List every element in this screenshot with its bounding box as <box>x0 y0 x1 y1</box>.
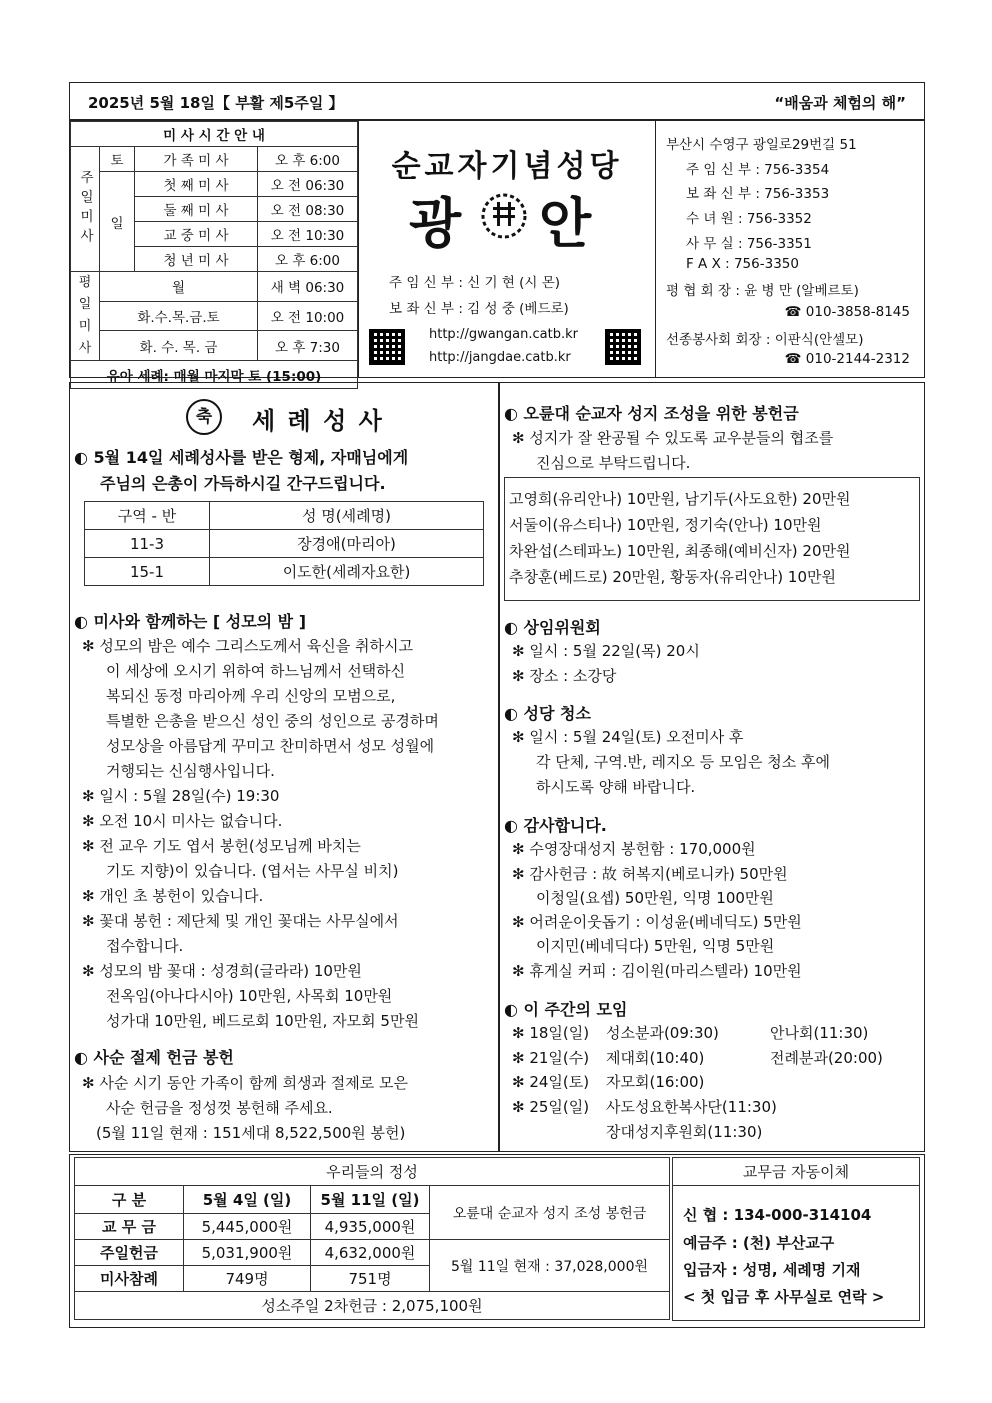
mary-line: ✻ 오전 10시 미사는 없습니다. <box>82 812 283 830</box>
thanks-line: ✻ 수영장대성지 봉헌함 : 170,000원 <box>512 840 756 858</box>
assistant-info: 보 좌 신 부 : 김 성 중 (베드로) <box>389 301 569 317</box>
service-phone: ☎ 010-2144-2312 <box>784 351 910 367</box>
auto-transfer-title: 교무금 자동이체 <box>673 1158 919 1186</box>
offering-table <box>74 1157 670 1320</box>
table-row: 11-3 장경애(마리아) <box>85 530 484 558</box>
orundae-fund-title: 오륜대 순교자 성지 조성 봉헌금 <box>430 1186 670 1240</box>
thanks-line: ✻ 휴게실 커피 : 김이원(마리스텔라) 10만원 <box>512 962 802 980</box>
mass-time: 오 후 6:00 <box>258 147 358 172</box>
meeting-item: 사도성요한복사단(11:30) <box>606 1098 777 1116</box>
mass-time: 오 전 06:30 <box>258 172 358 197</box>
meeting-day: ✻ 18일(일) <box>512 1024 590 1042</box>
baptism-col-name: 성 명(세례명) <box>210 502 484 530</box>
meeting-item: 전례분과(20:00) <box>770 1049 883 1067</box>
mass-name: 첫 째 미 사 <box>135 172 258 197</box>
mass-time: 오 전 10:00 <box>258 301 358 331</box>
council-phone: ☎ 010-3858-8145 <box>784 304 910 320</box>
meeting-item: 안나회(11:30) <box>770 1024 869 1042</box>
mary-line: ✻ 성모의 밤은 예수 그리스도께서 육신을 취하시고 <box>82 637 413 655</box>
church-name-left: 광 <box>409 191 462 255</box>
orundae-donor-box <box>504 477 920 601</box>
lent-line: ✻ 사순 시기 동안 가족이 함께 희생과 절제로 모은 <box>82 1074 409 1092</box>
table-row: 주일헌금 5,031,900원 4,632,000원 5월 11일 현재 : 37,028,000원 <box>75 1240 670 1266</box>
mary-line: 기도 지향)이 있습니다. (엽서는 사무실 비치) <box>106 862 399 880</box>
info-block <box>69 120 925 385</box>
website-link-2[interactable]: http://jangdae.catb.kr <box>429 350 571 365</box>
mary-line: 거행되는 신심행사입니다. <box>106 762 275 780</box>
meeting-item: 성소분과(09:30) <box>606 1024 719 1042</box>
thanks-line: ✻ 어려운이웃돕기 : 이성윤(베네딕도) 5만원 <box>512 913 802 931</box>
pastor-info: 주 임 신 부 : 신 기 현 (시 몬) <box>389 275 561 291</box>
vocation-offering: 성소주일 2차헌금 : 2,075,100원 <box>75 1292 670 1320</box>
mass-schedule-title: 미 사 시 간 안 내 <box>71 122 358 147</box>
mass-time: 오 전 08:30 <box>258 197 358 222</box>
church-title-area <box>358 121 656 377</box>
header-bar <box>69 82 925 120</box>
meeting-day: ✻ 24일(토) <box>512 1073 590 1091</box>
contact-line: F A X : 756-3350 <box>686 256 799 272</box>
mary-title: ◐ 미사와 함께하는 [ 성모의 밤 ] <box>74 612 307 631</box>
saturday-label: 토 <box>100 147 135 172</box>
mary-line: 복되신 동정 마리아께 우리 신앙의 모범으로, <box>106 687 396 705</box>
donor-line: 서둘이(유스티나) 10만원, 정기숙(안나) 10만원 <box>509 516 822 534</box>
celebration-badge-icon: 축 <box>186 399 222 435</box>
cleaning-line: ✻ 일시 : 5월 24일(토) 오전미사 후 <box>512 728 744 746</box>
mary-line: ✻ 꽃대 봉헌 : 제단체 및 개인 꽃대는 사무실에서 <box>82 912 399 930</box>
mary-line: ✻ 전 교우 기도 엽서 봉헌(성모님께 바치는 <box>82 837 361 855</box>
church-emblem-icon <box>481 193 527 239</box>
cleaning-title: ◐ 성당 청소 <box>504 704 591 723</box>
transfer-line: < 첫 입금 후 사무실로 연락 > <box>683 1288 885 1306</box>
meeting-day: ✻ 25일(일) <box>512 1098 590 1116</box>
website-link-1[interactable]: http://gwangan.catb.kr <box>429 327 578 342</box>
offering-col-2: 5월 11일 (일) <box>311 1186 430 1214</box>
qr-code-left-icon <box>369 329 405 365</box>
offering-title: 우리들의 정성 <box>75 1158 670 1186</box>
mass-name: 교 중 미 사 <box>135 222 258 247</box>
baptism-table <box>84 501 484 586</box>
mass-schedule-table <box>70 121 358 389</box>
council-president: 평 협 회 장 : 윤 병 만 (알베르토) <box>666 283 859 299</box>
infant-baptism-note: 유아 세례: 매월 마지막 토 (15:00) <box>71 361 358 389</box>
mass-time: 오 전 10:30 <box>258 222 358 247</box>
meeting-item: 자모회(16:00) <box>606 1073 705 1091</box>
mary-line: ✻ 성모의 밤 꽃대 : 성경희(글라라) 10만원 <box>82 962 362 980</box>
orundae-title: ◐ 오륜대 순교자 성지 조성을 위한 봉헌금 <box>504 404 799 423</box>
lent-line: (5월 11일 현재 : 151세대 8,522,500원 봉헌) <box>96 1124 406 1142</box>
contact-line: 주 임 신 부 : 756-3354 <box>686 162 830 178</box>
mass-time: 오 후 7:30 <box>258 331 358 361</box>
offering-col-1: 5월 4일 (일) <box>184 1186 311 1214</box>
mary-line: 특별한 은총을 받으신 성인 중의 성인으로 공경하며 <box>106 712 439 730</box>
contact-area <box>658 121 924 377</box>
address: 부산시 수영구 광일로29번길 51 <box>666 137 857 153</box>
mary-line: 성모상을 아름답게 꾸미고 찬미하면서 성모 성월에 <box>106 737 435 755</box>
sunday-label: 일 <box>100 172 135 272</box>
mass-time: 새 벽 06:30 <box>258 272 358 302</box>
baptism-col-zone: 구역 - 반 <box>85 502 210 530</box>
thanks-line: ✻ 감사헌금 : 故 허복지(베로니카) 50만원 <box>512 865 788 883</box>
contact-line: 수 녀 원 : 756-3352 <box>686 211 812 227</box>
committee-title: ◐ 상임위원회 <box>504 618 601 637</box>
table-row: 15-1 이도한(세례자요한) <box>85 558 484 586</box>
mass-name: 청 년 미 사 <box>135 247 258 272</box>
orundae-line: 진심으로 부탁드립니다. <box>536 454 691 472</box>
mary-line: ✻ 개인 초 봉헌이 있습니다. <box>82 887 264 905</box>
mary-line: 이 세상에 오시기 위하여 하느님께서 선택하신 <box>106 662 406 680</box>
donor-line: 차완섭(스테파노) 10만원, 최종해(예비신자) 20만원 <box>509 542 851 560</box>
committee-line: ✻ 장소 : 소강당 <box>512 667 617 685</box>
contact-line: 보 좌 신 부 : 756-3353 <box>686 186 830 202</box>
mass-name: 화. 수. 목. 금 <box>100 331 258 361</box>
table-row: 미사참례 749명 751명 <box>75 1266 670 1292</box>
baptism-title: 세 례 성 사 <box>252 407 384 435</box>
issue-date: 2025년 5월 18일【 부활 제5주일 】 <box>88 94 344 112</box>
service-president: 선종봉사회 회장 : 이판식(안셀모) <box>666 332 864 348</box>
mary-line: ✻ 일시 : 5월 28일(수) 19:30 <box>82 787 280 805</box>
right-column <box>500 383 924 1151</box>
thanks-line: 이지민(베네딕다) 5만원, 익명 5만원 <box>536 937 775 955</box>
mass-name: 월 <box>100 272 258 302</box>
finance-section <box>69 1154 925 1328</box>
main-body <box>69 382 925 1152</box>
transfer-line: 신 협 : 134-000-314104 <box>683 1206 872 1224</box>
mass-name: 둘 째 미 사 <box>135 197 258 222</box>
donor-line: 고영희(유리안나) 10만원, 남기두(사도요한) 20만원 <box>509 490 851 508</box>
mary-line: 전옥임(아나다시아) 10만원, 사목회 10만원 <box>106 987 393 1005</box>
orundae-fund-value: 5월 11일 현재 : 37,028,000원 <box>430 1240 670 1292</box>
church-name-top: 순교자기념성당 <box>391 149 623 184</box>
transfer-line: 예금주 : (천) 부산교구 <box>683 1234 835 1252</box>
transfer-line: 입금자 : 성명, 세례명 기재 <box>683 1261 861 1279</box>
meeting-item: 제대회(10:40) <box>606 1049 705 1067</box>
mary-line: 접수합니다. <box>106 937 184 955</box>
lent-line: 사순 헌금을 정성껏 봉헌해 주세요. <box>106 1099 333 1117</box>
donor-line: 추창훈(베드로) 20만원, 황동자(유리안나) 10만원 <box>509 568 836 586</box>
baptism-intro-1: ◐ 5월 14일 세례성사를 받은 형제, 자매님에게 <box>74 448 409 467</box>
meetings-title: ◐ 이 주간의 모임 <box>504 1000 628 1019</box>
cleaning-line: 각 단체, 구역.반, 레지오 등 모임은 청소 후에 <box>536 753 831 771</box>
mass-name: 화.수.목.금.토 <box>100 301 258 331</box>
mass-name: 가 족 미 사 <box>135 147 258 172</box>
contact-line: 사 무 실 : 756-3351 <box>686 236 812 252</box>
auto-transfer-box <box>672 1157 920 1321</box>
meeting-item: 장대성지후원회(11:30) <box>606 1123 763 1141</box>
meeting-day: ✻ 21일(수) <box>512 1049 590 1067</box>
offering-col-label: 구 분 <box>75 1186 184 1214</box>
lent-title: ◐ 사순 절제 헌금 봉헌 <box>74 1048 234 1067</box>
committee-line: ✻ 일시 : 5월 22일(목) 20시 <box>512 642 700 660</box>
mary-line: 성가대 10만원, 베드로회 10만원, 자모회 5만원 <box>106 1012 419 1030</box>
table-row: 교 무 금 5,445,000원 4,935,000원 <box>75 1214 670 1240</box>
baptism-intro-2: 주님의 은총이 가득하시길 간구드립니다. <box>100 474 386 493</box>
sunday-mass-label: 주일미사 <box>71 147 100 272</box>
qr-code-right-icon <box>605 329 641 365</box>
cleaning-line: 하시도록 양해 바랍니다. <box>536 778 696 796</box>
thanks-title: ◐ 감사합니다. <box>504 816 607 835</box>
church-name-right: 안 <box>539 191 592 255</box>
thanks-line: 이청일(요셉) 50만원, 익명 100만원 <box>536 889 774 907</box>
mass-time: 오 후 6:00 <box>258 247 358 272</box>
year-motto: “배움과 체험의 해” <box>774 94 906 112</box>
weekday-mass-label: 평일미사 <box>71 272 100 361</box>
left-column <box>70 383 498 1151</box>
orundae-line: ✻ 성지가 잘 완공될 수 있도록 교우분들의 협조를 <box>512 429 834 447</box>
